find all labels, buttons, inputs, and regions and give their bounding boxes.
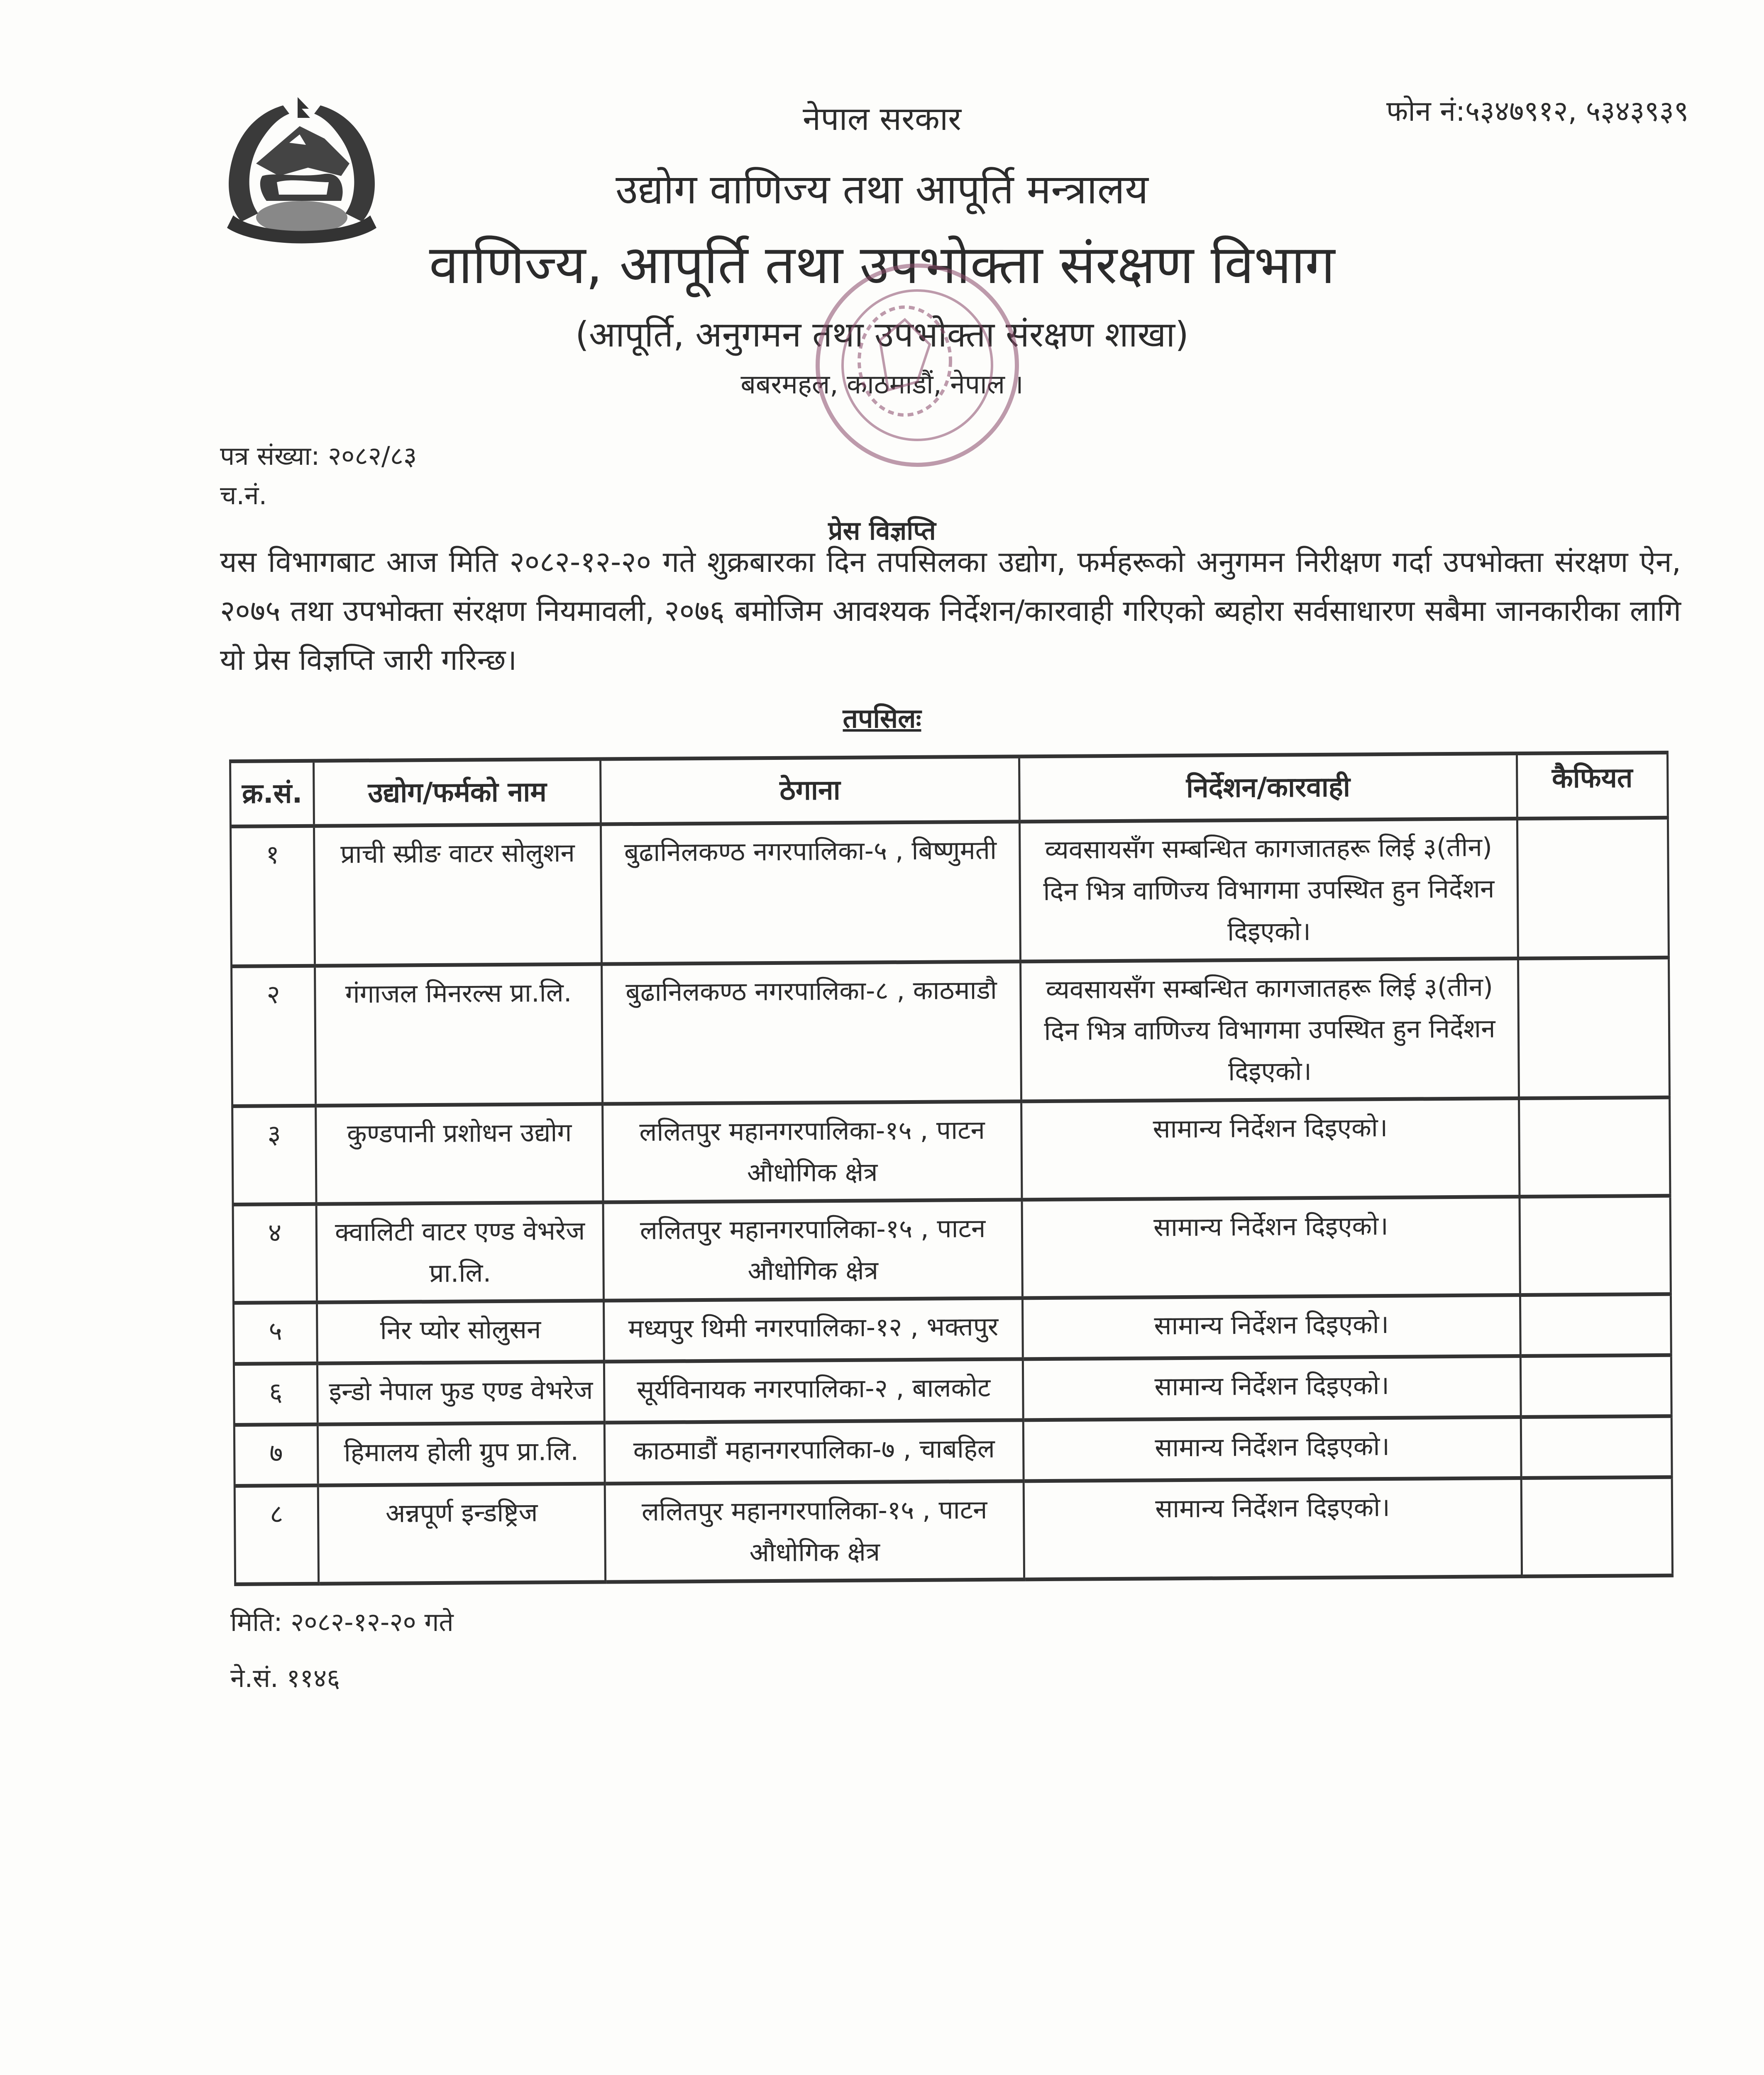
cell-name: हिमालय होली ग्रुप प्रा.लि. [318,1423,605,1485]
table-row [234,1355,1671,1425]
government-title: नेपाल सरकार [802,100,962,138]
cell-name: निर प्योर सोलुसन [317,1301,604,1363]
cell-name: कुण्डपानी प्रशोधन उद्योग [316,1104,603,1204]
cell-sn: ७ [234,1424,318,1486]
cell-remarks [1519,1097,1670,1196]
department-title: वाणिज्य, आपूर्ति तथा उपभोक्ता संरक्षण विभाग [429,234,1335,296]
phone-numbers: फोन नं:५३४७९१२, ५३४३९३९ [1386,95,1689,128]
cell-direction: सामान्य निर्देशन दिइएको। [1023,1295,1520,1359]
cell-name: क्वालिटी वाटर एण्ड वेभरेज प्रा.लि. [316,1202,603,1302]
cell-direction: सामान्य निर्देशन दिइएको। [1024,1478,1522,1579]
table-row [233,1196,1671,1303]
press-release-title: प्रेस विज्ञप्ति [828,515,936,546]
details-heading: तपसिलः [843,703,921,734]
cell-direction: सामान्य निर्देशन दिइएको। [1022,1197,1520,1298]
cell-name: गंगाजल मिनरल्स प्रा.लि. [315,964,603,1106]
col-header-address: ठेगाना [601,757,1020,824]
col-header-sn: क्र.सं. [230,761,314,826]
cell-sn: ६ [234,1363,318,1425]
cell-remarks [1518,957,1669,1098]
cell-direction: सामान्य निर्देशन दिइएको। [1021,1099,1520,1200]
table-row [233,1294,1671,1364]
table-row [232,1097,1670,1204]
cell-name: अन्नपूर्ण इन्डष्ट्रिज [318,1484,606,1584]
branch-title: (आपूर्ति, अनुगमन तथा उपभोक्ता संरक्षण शाखा) [575,314,1189,355]
table-row [235,1477,1672,1584]
office-seal-icon [780,257,1054,490]
cell-address: काठमाडौं महानगरपालिका-७ , चाबहिल [604,1420,1024,1484]
cell-remarks [1521,1477,1673,1576]
table-row [230,818,1669,966]
cell-address: बुढानिलकण्ठ नगरपालिका-५ , बिष्णुमती [601,822,1020,964]
press-release-body: यस विभागबाट आज मिति २०८२-१२-२० गते शुक्रबारका दिन तपसिलका उद्योग, फर्महरूको अनुगमन निरीक्षण गर्दा उपभोक्ता संरक्षण ऐन, २०७५ तथा उपभोक्ता संरक्षण नियमावली, २०७६ बमोजिम आवश्यक निर्देशन/कारवाही गरिएको ब्यहोरा सर्वसाधारण सबैमा जानकारीका लागि यो प्रेस विज्ञप्ति जारी गरिन्छ। [220,545,1681,677]
cell-direction: सामान्य निर्देशन दिइएको। [1023,1356,1521,1420]
letter-number: पत्र संख्या: २०८२/८३ [220,441,417,471]
cell-remarks [1520,1294,1671,1356]
cell-remarks [1520,1196,1671,1295]
office-address: बबरमहल, काठमाडौं, नेपाल । [740,369,1024,400]
cell-sn: ४ [233,1204,317,1303]
nepal-sambat-year: ने.सं. ११४६ [230,1663,340,1693]
cell-name: इन्डो नेपाल फुड एण्ड वेभरेज [318,1362,605,1424]
cell-sn: २ [232,966,316,1106]
cell-address: ललितपुर महानगरपालिका-१५ , पाटन औधोगिक क्षेत्र [605,1481,1024,1582]
col-header-direction: निर्देशन/कारवाही [1019,754,1517,822]
issue-date: मिति: २०८२-१२-२० गते [230,1607,454,1637]
cell-remarks [1517,818,1669,958]
cell-sn: ३ [232,1106,317,1204]
cell-sn: ८ [235,1485,319,1584]
table-row [234,1416,1672,1486]
cell-remarks [1521,1416,1672,1478]
table-row [232,957,1670,1106]
table-header-row [230,752,1668,826]
cell-sn: १ [230,826,315,966]
cell-address: ललितपुर महानगरपालिका-१५ , पाटन औधोगिक क्षेत्र [603,1200,1023,1301]
col-header-name: उद्योग/फर्मको नाम [314,759,601,826]
cell-address: मध्यपुर थिमी नगरपालिका-१२ , भक्तपुर [603,1298,1023,1362]
dispatch-number: च.नं. [220,480,267,510]
ministry-title: उद्योग वाणिज्य तथा आपूर्ति मन्त्रालय [616,166,1148,213]
cell-direction: व्यवसायसँग सम्बन्धित कागजातहरू लिई ३(तीन) दिन भित्र वाणिज्य विभागमा उपस्थित हुन निर्देशन दिइएको। [1021,959,1519,1101]
cell-address: सूर्यविनायक नगरपालिका-२ , बालकोट [604,1359,1023,1423]
cell-name: प्राची स्प्रीङ वाटर सोलुशन [314,824,602,966]
cell-address: ललितपुर महानगरपालिका-१५ , पाटन औधोगिक क्षेत्र [603,1101,1022,1202]
col-header-remarks: कैफियत [1517,752,1668,818]
cell-remarks [1520,1355,1671,1417]
inspection-table [229,751,1674,1586]
cell-direction: सामान्य निर्देशन दिइएको। [1023,1417,1521,1481]
cell-address: बुढानिलकण्ठ नगरपालिका-८ , काठमाडौ [602,962,1021,1104]
cell-direction: व्यवसायसँग सम्बन्धित कागजातहरू लिई ३(तीन) दिन भित्र वाणिज्य विभागमा उपस्थित हुन निर्देशन दिइएको। [1020,819,1518,962]
cell-sn: ५ [233,1302,317,1364]
